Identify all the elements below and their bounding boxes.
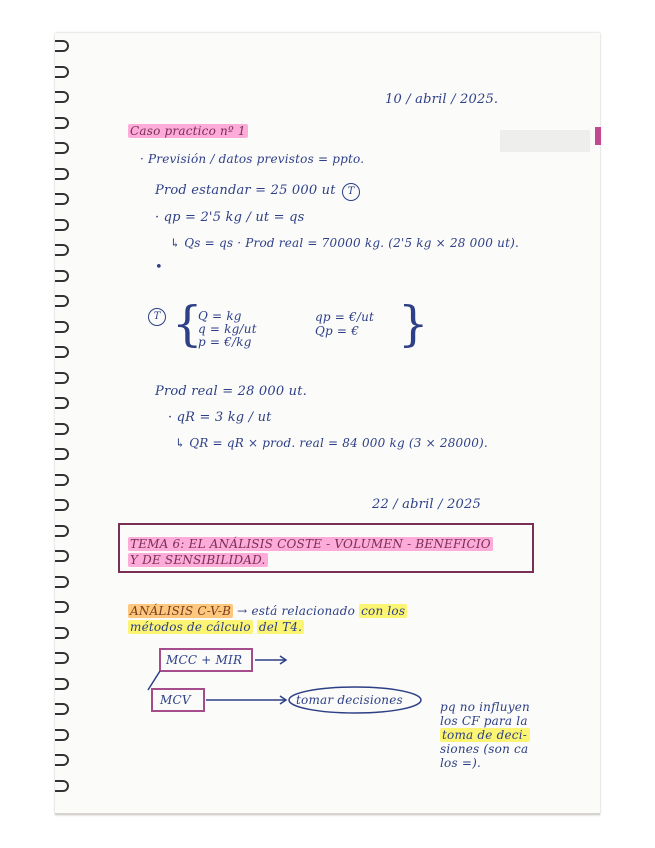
prod-estandar: Prod estandar = 25 000 ut: [155, 183, 336, 198]
tema-line-2-text: Y DE SENSIBILIDAD.: [130, 553, 266, 567]
note-line: los CF para la: [440, 714, 528, 728]
brace-left-item: q = kg/ut: [198, 322, 257, 336]
mcv-label: MCV: [160, 693, 191, 707]
arrow-icon: →: [237, 604, 248, 618]
circle-mark: T: [342, 183, 360, 201]
brace-left-item: p = €/kg: [198, 335, 252, 349]
brace-right-item: Qp = €: [315, 324, 360, 338]
side-note: [440, 700, 530, 770]
analisis-label: ANÁLISIS C-V-B: [130, 604, 232, 618]
brace-right-item: qp = €/ut: [315, 310, 375, 324]
note-line: pq no influyen: [440, 700, 530, 714]
right-brace: }: [398, 296, 429, 352]
case-title-text: Caso practico nº 1: [130, 124, 246, 138]
qr-line: · qR = 3 kg / ut: [168, 410, 272, 425]
metodos-text-2: del T4.: [258, 620, 303, 634]
qr-calc: ↳ QR = qR × prod. real = 84 000 kg (3 × 28000).: [175, 436, 488, 450]
analisis-rel-1: está relacionado: [251, 604, 356, 618]
branch-line: [148, 671, 160, 690]
line-prevision: · Previsión / datos previstos = ppto.: [140, 152, 365, 166]
tema-line-1-text: TEMA 6: EL ANÁLISIS COSTE - VOLUMEN - BENEFICIO: [130, 537, 491, 551]
prod-real: Prod real = 28 000 ut.: [155, 384, 307, 399]
note-line: siones (son ca: [440, 742, 529, 756]
qs-line: ↳ Qs = qs · Prod real = 70000 kg. (2'5 kg × 28 000 ut).: [170, 236, 519, 250]
metodos-text-1: métodos de cálculo: [130, 620, 251, 634]
note-line: los =).: [440, 756, 481, 770]
date-1: 10 / abril / 2025.: [385, 92, 499, 107]
circle-mark-2: T: [148, 308, 166, 326]
note-line: toma de deci-: [440, 728, 530, 742]
left-brace: {: [172, 296, 203, 352]
analisis-rel-2: con los: [361, 604, 406, 618]
bullet-empty: •: [155, 260, 163, 275]
qp-line: · qp = 2'5 kg / ut = qs: [155, 210, 305, 225]
date-2: 22 / abril / 2025: [372, 497, 481, 512]
tomar-label: tomar decisiones: [296, 693, 403, 707]
brace-left-item: Q = kg: [198, 309, 242, 323]
mcc-mir-label: MCC + MIR: [166, 653, 243, 667]
